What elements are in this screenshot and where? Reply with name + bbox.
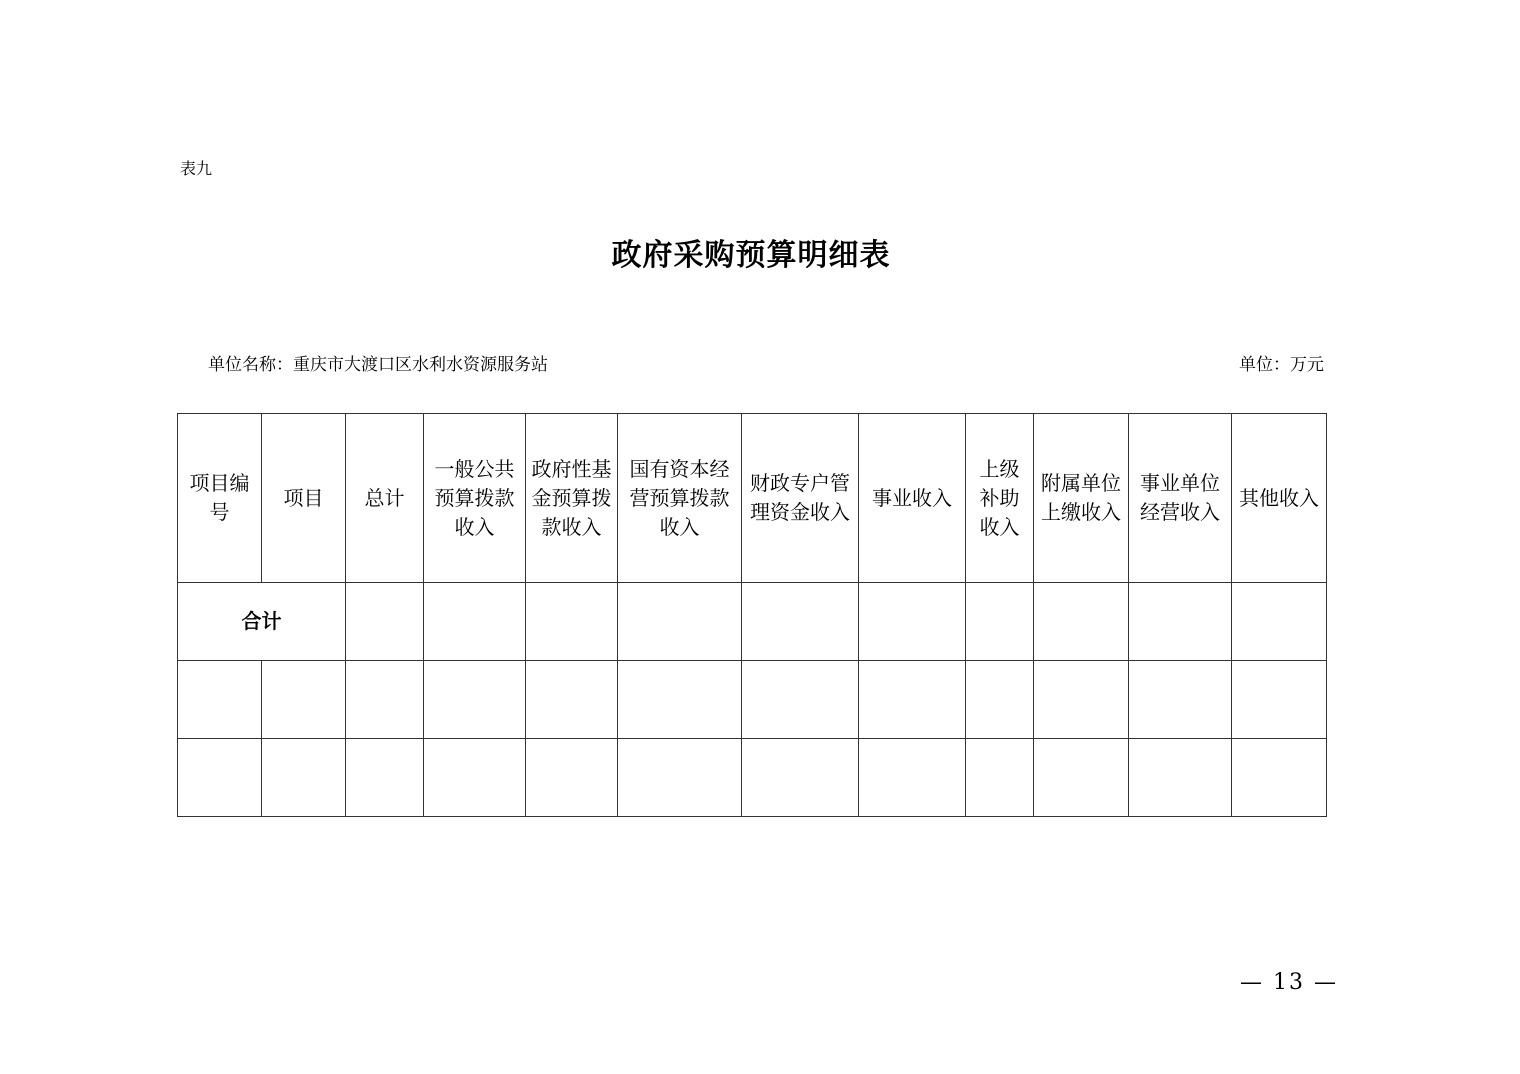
table-cell <box>1129 583 1232 661</box>
table-cell <box>1034 739 1129 817</box>
table-cell <box>1232 739 1327 817</box>
table-cell <box>346 661 424 739</box>
table-number-label: 表九 <box>180 159 213 178</box>
total-row-label: 合计 <box>178 583 346 661</box>
header-general-public-budget: 一般公共预算拨款收入 <box>424 414 526 583</box>
table-cell <box>859 661 966 739</box>
table-cell <box>526 661 618 739</box>
table-cell <box>1034 661 1129 739</box>
unit-name-label: 单位名称：重庆市大渡口区水利水资源服务站 <box>208 355 548 375</box>
table-cell <box>1232 661 1327 739</box>
table-cell <box>966 661 1034 739</box>
table-cell <box>346 583 424 661</box>
table-cell <box>1129 739 1232 817</box>
table-cell <box>424 583 526 661</box>
table-cell <box>526 739 618 817</box>
header-total: 总计 <box>346 414 424 583</box>
table-cell <box>859 739 966 817</box>
header-row <box>178 414 1327 583</box>
table-row <box>178 739 1327 817</box>
table-cell <box>178 661 262 739</box>
table-cell <box>262 661 346 739</box>
table-cell <box>859 583 966 661</box>
header-superior-subsidy: 上级补助收入 <box>966 414 1034 583</box>
total-row <box>178 583 1327 661</box>
table-cell <box>178 739 262 817</box>
header-project-code: 项目编号 <box>178 414 262 583</box>
header-business-income: 事业收入 <box>859 414 966 583</box>
table-cell <box>1232 583 1327 661</box>
table-cell <box>526 583 618 661</box>
header-state-capital-budget: 国有资本经营预算拨款收入 <box>618 414 742 583</box>
header-project: 项目 <box>262 414 346 583</box>
header-business-unit-operating: 事业单位经营收入 <box>1129 414 1232 583</box>
page-title: 政府采购预算明细表 <box>611 238 891 273</box>
table-cell <box>966 739 1034 817</box>
table-cell <box>618 739 742 817</box>
currency-unit-label: 单位：万元 <box>1239 355 1324 375</box>
table-row <box>178 661 1327 739</box>
table-cell <box>618 583 742 661</box>
table-cell <box>742 583 859 661</box>
table-cell <box>346 739 424 817</box>
table-cell <box>424 661 526 739</box>
table-cell <box>742 661 859 739</box>
table-cell <box>424 739 526 817</box>
header-other-income: 其他收入 <box>1232 414 1327 583</box>
header-affiliated-unit-payment: 附属单位上缴收入 <box>1034 414 1129 583</box>
table-cell <box>618 661 742 739</box>
header-gov-fund-budget: 政府性基金预算拨款收入 <box>526 414 618 583</box>
page-number: — 13 — <box>1240 970 1338 995</box>
table-cell <box>1129 661 1232 739</box>
procurement-budget-table <box>177 413 1327 817</box>
table-cell <box>262 739 346 817</box>
header-fiscal-special-account: 财政专户管理资金收入 <box>742 414 859 583</box>
table-cell <box>966 583 1034 661</box>
table-cell <box>742 739 859 817</box>
table-cell <box>1034 583 1129 661</box>
